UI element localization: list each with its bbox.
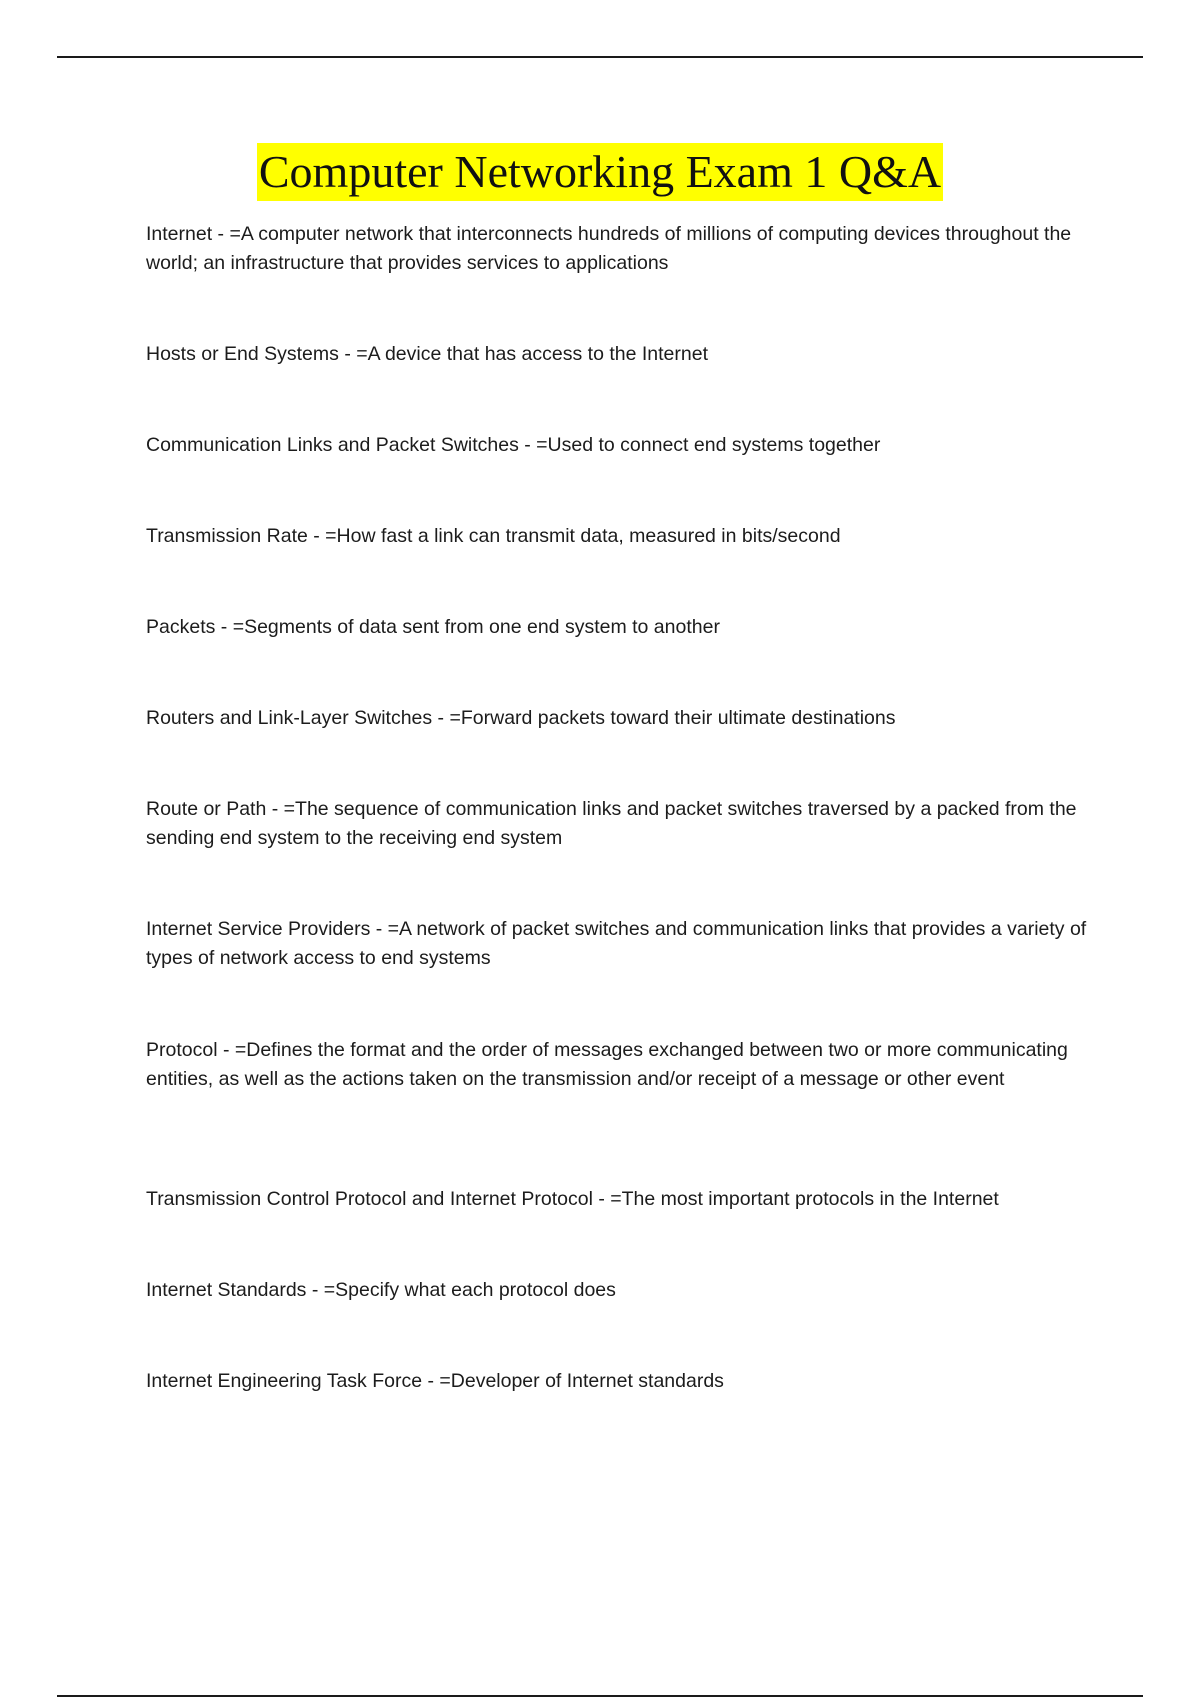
qa-entry-internet-standards: Internet Standards - =Specify what each protocol does [146,1279,616,1301]
qa-entry-communication-links: Communication Links and Packet Switches - =Used to connect end systems together [146,434,881,456]
qa-entry-hosts: Hosts or End Systems - =A device that has access to the Internet [146,343,708,365]
title-container [0,143,1200,201]
qa-entry-protocol: Protocol - =Defines the format and the order of messages exchanged between two or more communicating entities, as well as the actions taken on the transmission and/or receipt of a message or other event [146,1039,1068,1090]
qa-entry-route: Route or Path - =The sequence of communication links and packet switches traversed by a packed from the sending end system to the receiving end system [146,798,1077,849]
footer-rule [57,1695,1143,1697]
qa-entry-routers: Routers and Link-Layer Switches - =Forward packets toward their ultimate destinations [146,707,896,729]
page-title: Computer Networking Exam 1 Q&A [257,143,943,201]
header-rule [57,56,1143,58]
qa-entry-isp: Internet Service Providers - =A network of packet switches and communication links that provides a variety of types of network access to end systems [146,918,1087,969]
qa-entry-packets: Packets - =Segments of data sent from one end system to another [146,616,720,638]
qa-entry-transmission-rate: Transmission Rate - =How fast a link can transmit data, measured in bits/second [146,525,841,547]
qa-entry-ietf: Internet Engineering Task Force - =Developer of Internet standards [146,1370,724,1392]
qa-entry-internet: Internet - =A computer network that interconnects hundreds of millions of computing devices throughout the world; an infrastructure that provides services to applications [146,223,1072,274]
qa-entry-tcp-ip: Transmission Control Protocol and Internet Protocol - =The most important protocols in the Internet [146,1188,999,1210]
